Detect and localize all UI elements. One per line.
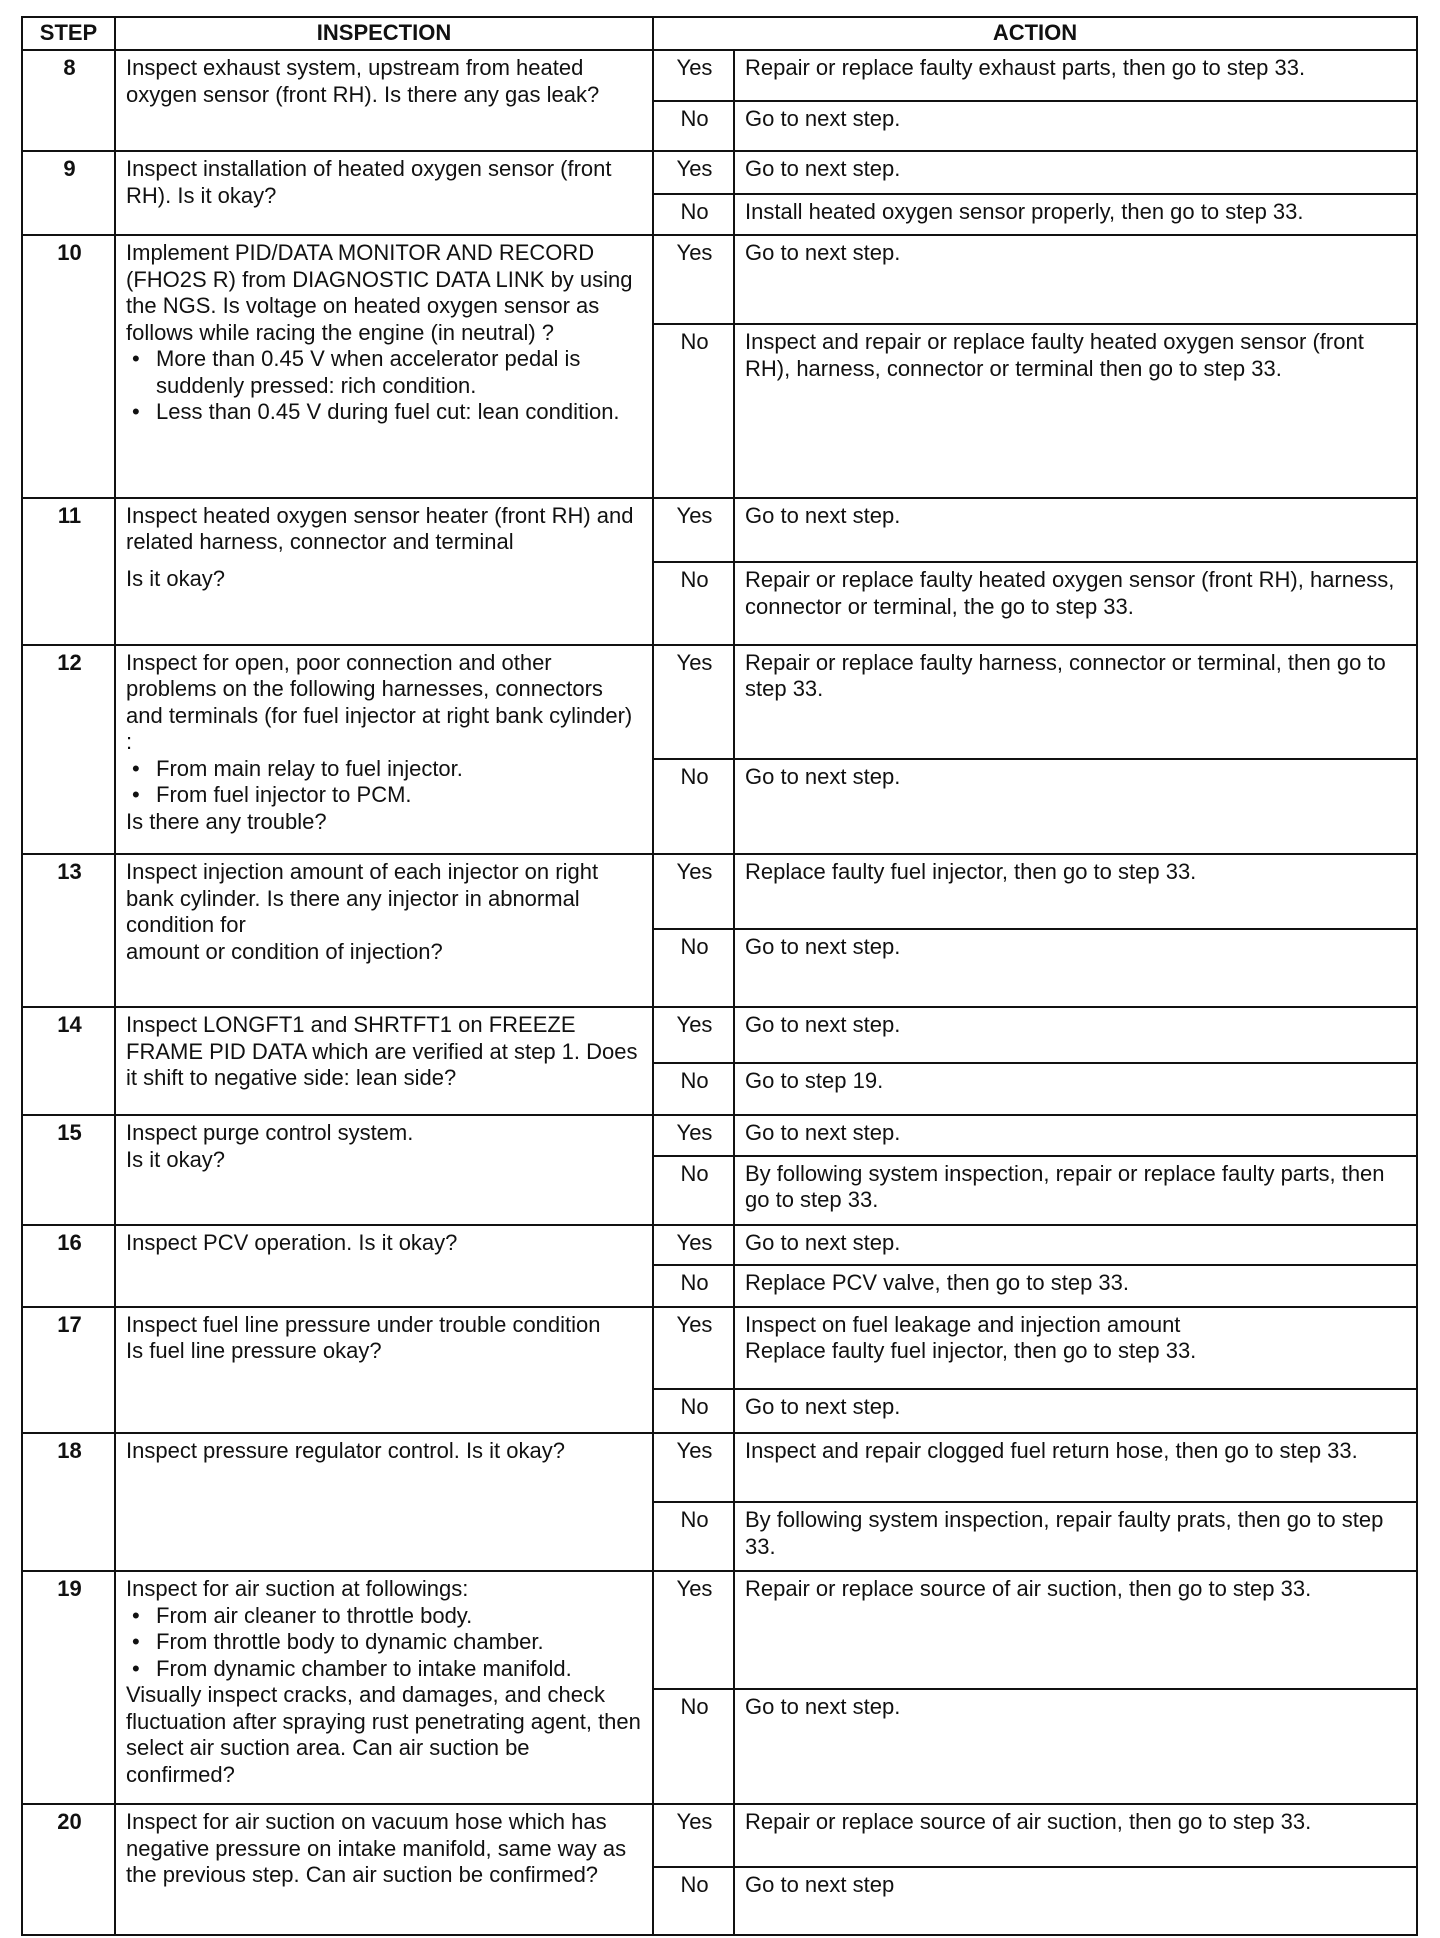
no-action [734, 759, 1417, 854]
action-line: Go to next step. [745, 156, 901, 182]
step-row-yes [22, 1571, 1417, 1688]
inspection-line: Inspect PCV operation. Is it okay? [126, 1229, 458, 1255]
no-action [734, 324, 1417, 497]
yes-action [734, 645, 1417, 759]
no-action [734, 1389, 1417, 1434]
no-label: No [653, 324, 734, 497]
yes-label: Yes [653, 645, 734, 759]
inspection-text [115, 1571, 653, 1804]
yes-label: Yes [653, 1007, 734, 1063]
inspection-bullet-list [126, 1603, 644, 1683]
no-action [734, 562, 1417, 644]
yes-label: Yes [653, 1115, 734, 1156]
yes-label: Yes [653, 1307, 734, 1389]
yes-label: Yes [653, 1571, 734, 1688]
inspection-line: Inspect heated oxygen sensor heater (front RH) and related harness, connector and terminal [126, 502, 634, 555]
inspection-line: Inspect for open, poor connection and other problems on the following harnesses, connectors and terminals (for fuel injector at right bank cylinder) : [126, 649, 633, 754]
inspection-line: Is fuel line pressure okay? [126, 1338, 382, 1364]
step-number: 17 [22, 1307, 115, 1434]
action-line: Replace faulty fuel injector, then go to step 33. [745, 859, 1197, 885]
step-number: 12 [22, 645, 115, 855]
inspection-text [115, 1307, 653, 1434]
no-label: No [653, 1502, 734, 1571]
header-inspection: INSPECTION [115, 17, 653, 50]
inspection-bullet: • From air cleaner to throttle body. [126, 1603, 644, 1630]
action-line: Go to next step. [745, 240, 901, 266]
action-line: Go to next step. [745, 105, 901, 131]
header-step: STEP [22, 17, 115, 50]
inspection-bullet: • From fuel injector to PCM. [126, 782, 644, 809]
action-line: Replace PCV valve, then go to step 33. [745, 1270, 1130, 1296]
no-action [734, 1265, 1417, 1307]
inspection-text [115, 235, 653, 497]
step-number: 14 [22, 1007, 115, 1115]
yes-action [734, 1225, 1417, 1266]
action-line: Repair or replace faulty heated oxygen sensor (front RH), harness, connector or terminal, the go to step 33. [745, 567, 1395, 619]
inspection-text [115, 1804, 653, 1935]
inspection-line: Inspect exhaust system, upstream from heated oxygen sensor (front RH). Is there any gas leak? [126, 55, 600, 107]
yes-action [734, 151, 1417, 194]
inspection-text [115, 1115, 653, 1224]
inspection-line: Visually inspect cracks, and damages, and check fluctuation after spraying rust penetrating agent, then select air suction area. Can air suction be confirmed? [126, 1682, 641, 1787]
step-number: 16 [22, 1225, 115, 1307]
step-row-yes [22, 645, 1417, 759]
no-label: No [653, 1156, 734, 1225]
action-line: Go to step 19. [745, 1067, 884, 1093]
inspection-line: Is there any trouble? [126, 808, 327, 834]
action-line: Go to next step. [745, 763, 901, 789]
step-row-yes [22, 50, 1417, 101]
yes-label: Yes [653, 854, 734, 929]
no-label: No [653, 194, 734, 236]
no-label: No [653, 929, 734, 1007]
step-number: 15 [22, 1115, 115, 1224]
inspection-line: Inspect fuel line pressure under trouble condition [126, 1311, 601, 1337]
inspection-text [115, 1433, 653, 1571]
no-action [734, 101, 1417, 152]
action-line: Go to next step. [745, 934, 901, 960]
step-row-yes [22, 1307, 1417, 1389]
action-line: By following system inspection, repair or replace faulty parts, then go to step 33. [745, 1160, 1385, 1213]
yes-action [734, 1115, 1417, 1156]
yes-action [734, 1307, 1417, 1389]
yes-action [734, 1433, 1417, 1502]
inspection-line: Inspect LONGFT1 and SHRTFT1 on FREEZE FRAME PID DATA which are verified at step 1. Does it shift to negative side: lean side? [126, 1012, 638, 1091]
inspection-text [115, 1007, 653, 1115]
inspection-text [115, 1225, 653, 1307]
yes-label: Yes [653, 1804, 734, 1867]
no-action [734, 929, 1417, 1007]
yes-action [734, 1804, 1417, 1867]
action-line: Repair or replace source of air suction, then go to step 33. [745, 1576, 1312, 1602]
step-number: 19 [22, 1571, 115, 1804]
step-row-yes [22, 854, 1417, 929]
no-label: No [653, 1265, 734, 1307]
step-number: 13 [22, 854, 115, 1007]
yes-label: Yes [653, 151, 734, 194]
inspection-line: Is it okay? [126, 1146, 226, 1172]
yes-label: Yes [653, 498, 734, 563]
step-number: 8 [22, 50, 115, 151]
yes-action [734, 235, 1417, 324]
inspection-bullet: • From throttle body to dynamic chamber. [126, 1629, 644, 1656]
inspection-line: Inspect for air suction at followings: [126, 1576, 469, 1602]
action-line: Go to next step [745, 1871, 895, 1897]
step-number: 9 [22, 151, 115, 235]
inspection-text [115, 854, 653, 1007]
step-number: 18 [22, 1433, 115, 1571]
inspection-line: Inspect purge control system. [126, 1120, 414, 1146]
yes-action [734, 50, 1417, 101]
no-label: No [653, 562, 734, 644]
inspection-line: Inspect injection amount of each injector on right bank cylinder. Is there any injector in abnormal condition for [126, 859, 599, 938]
inspection-bullet: • Less than 0.45 V during fuel cut: lean condition. [126, 399, 644, 426]
inspection-text [115, 151, 653, 235]
inspection-bullet: • More than 0.45 V when accelerator pedal is suddenly pressed: rich condition. [126, 346, 644, 399]
action-line: Go to next step. [745, 1229, 901, 1255]
action-line: Repair or replace source of air suction, then go to step 33. [745, 1809, 1312, 1835]
inspection-line: amount or condition of injection? [126, 938, 443, 964]
no-label: No [653, 1063, 734, 1116]
yes-action [734, 498, 1417, 563]
action-line: Repair or replace faulty harness, connector or terminal, then go to step 33. [745, 649, 1386, 701]
table-body [22, 50, 1417, 1935]
yes-label: Yes [653, 1225, 734, 1266]
no-label: No [653, 759, 734, 854]
inspection-text [115, 645, 653, 855]
no-label: No [653, 1389, 734, 1434]
action-line: Go to next step. [745, 1693, 901, 1719]
step-number: 20 [22, 1804, 115, 1935]
action-line: Go to next step. [745, 1393, 901, 1419]
yes-label: Yes [653, 235, 734, 324]
step-row-yes [22, 1225, 1417, 1266]
no-action [734, 1063, 1417, 1116]
header-row [22, 17, 1417, 50]
inspection-line: Is it okay? [126, 565, 226, 591]
action-line: Go to next step. [745, 502, 901, 528]
no-action [734, 1689, 1417, 1804]
action-line: Repair or replace faulty exhaust parts, then go to step 33. [745, 55, 1306, 80]
step-row-yes [22, 498, 1417, 563]
action-line: Inspect and repair clogged fuel return hose, then go to step 33. [745, 1438, 1358, 1464]
inspection-bullet-list [126, 346, 644, 426]
yes-label: Yes [653, 50, 734, 101]
step-row-yes [22, 1804, 1417, 1867]
step-row-yes [22, 1115, 1417, 1156]
step-row-yes [22, 1433, 1417, 1502]
no-action [734, 1502, 1417, 1571]
action-line: Inspect and repair or replace faulty heated oxygen sensor (front RH), harness, connector or terminal then go to step 33. [745, 329, 1364, 381]
action-line: Inspect on fuel leakage and injection amount [745, 1311, 1181, 1337]
step-row-yes [22, 1007, 1417, 1063]
action-line: Go to next step. [745, 1120, 901, 1146]
header-action: ACTION [653, 17, 1417, 50]
no-action [734, 194, 1417, 236]
no-label: No [653, 1689, 734, 1804]
yes-action [734, 1571, 1417, 1688]
diagnostic-table [21, 16, 1418, 1936]
no-label: No [653, 101, 734, 152]
yes-action [734, 1007, 1417, 1063]
action-line: Install heated oxygen sensor properly, then go to step 33. [745, 198, 1304, 224]
step-row-yes [22, 235, 1417, 324]
action-line: Go to next step. [745, 1012, 901, 1038]
no-action [734, 1867, 1417, 1935]
action-line: By following system inspection, repair faulty prats, then go to step 33. [745, 1507, 1384, 1559]
yes-label: Yes [653, 1433, 734, 1502]
inspection-text [115, 498, 653, 645]
no-action [734, 1156, 1417, 1225]
inspection-text [115, 50, 653, 151]
diagnostic-table-page [21, 16, 1416, 1936]
step-number: 10 [22, 235, 115, 497]
step-number: 11 [22, 498, 115, 645]
step-row-yes [22, 151, 1417, 194]
inspection-line: Inspect for air suction on vacuum hose which has negative pressure on intake manifold, same way as the previous step. Can air suction be confirmed? [126, 1809, 627, 1888]
inspection-bullet-list [126, 756, 644, 809]
inspection-line: Inspect pressure regulator control. Is it okay? [126, 1438, 565, 1464]
action-line: Replace faulty fuel injector, then go to step 33. [745, 1338, 1197, 1364]
inspection-line: Implement PID/DATA MONITOR AND RECORD (FHO2S R) from DIAGNOSTIC DATA LINK by using the NGS. Is voltage on heated oxygen sensor as follows while racing the engine (in neutral) ? [126, 240, 633, 345]
inspection-line: Inspect installation of heated oxygen sensor (front RH). Is it okay? [126, 156, 612, 208]
inspection-bullet: • From dynamic chamber to intake manifold. [126, 1656, 644, 1683]
no-label: No [653, 1867, 734, 1935]
yes-action [734, 854, 1417, 929]
inspection-bullet: • From main relay to fuel injector. [126, 756, 644, 783]
